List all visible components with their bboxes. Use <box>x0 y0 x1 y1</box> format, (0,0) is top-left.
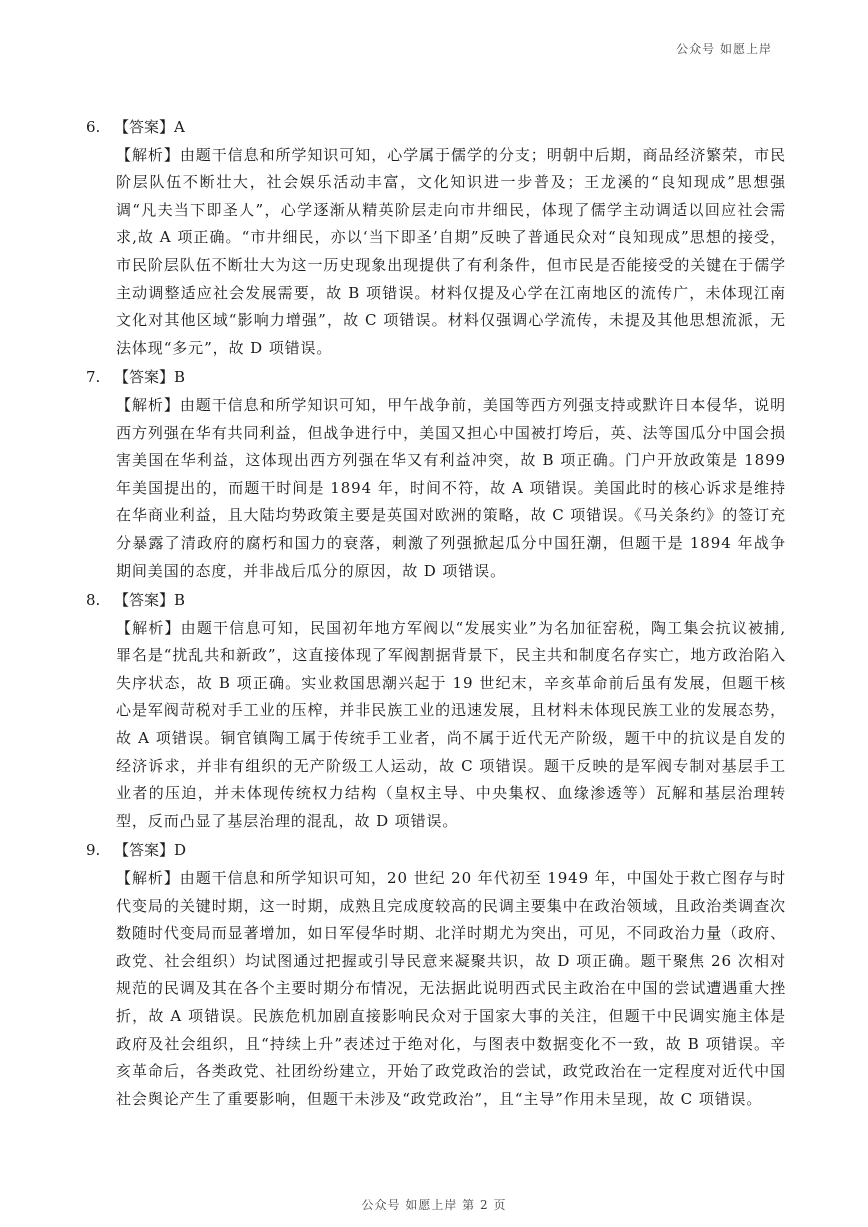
answer-label: 【答案】B <box>114 368 186 387</box>
question-number: 6. <box>86 118 101 136</box>
question-heading <box>86 114 786 142</box>
analysis-text: 【解析】由题干信息可知，民国初年地方军阀以“发展实业”为名加征窑税，陶工集会抗议被捕,罪名是“扰乱共和新政”，这直接体现了军阀割据背景下，民主共和制度名存实亡，地方政治陷入失序状态，故 B 项正确。实业救国思潮兴起于 19 世纪末，辛亥革命前后虽有发展，但题干核心是军阀苛税对手工业的压榨，并非民族工业的迅速发展，且材料未体现民族工业的发展态势，故 A 项错误。铜官镇陶工属于传统手工业者，尚不属于近代无产阶级，题干中的抗议是自发的经济诉求，并非有组织的无产阶级工人运动，故 C 项错误。题干反映的是军阀专制对基层手工业者的压迫，并未体现传统权力结构（皇权主导、中央集权、血缘渗透等）瓦解和基层治理转型，反而凸显了基层治理的混乱，故 D 项错误。 <box>116 618 786 830</box>
question-heading <box>86 587 786 615</box>
question-heading <box>86 837 786 865</box>
question-heading <box>86 364 786 392</box>
question-9 <box>86 837 786 1113</box>
question-number: 8. <box>86 591 101 610</box>
question-number: 9. <box>86 841 101 860</box>
answer-label: 【答案】B <box>114 591 186 610</box>
page-header: 公众号 如愿上岸 <box>676 42 772 56</box>
question-6 <box>86 114 786 362</box>
page-footer: 公众号 如愿上岸 第 2 页 <box>361 1198 507 1212</box>
question-number: 7. <box>86 368 101 387</box>
analysis-text: 【解析】由题干信息和所学知识可知，甲午战争前，美国等西方列强支持或默许日本侵华，说明西方列强在华有共同利益，但战争进行中，美国又担心中国被打垮后，英、法等国瓜分中国会损害美国在华利益，这体现出西方列强在华又有利益冲突，故 B 项正确。门户开放政策是 1899 年美国提出的，而题干时间是 1894 年，时间不符，故 A 项错误。美国此时的核心诉求是维持在华商业利益，且大陆均势政策主要是英国对欧洲的策略，故 C 项错误。《马关条约》的签订充分暴露了清政府的腐朽和国力的衰落，刺激了列强掀起瓜分中国狂潮，但题干是 1894 年战争期间美国的态度，并非战后瓜分的原因，故 D 项错误。 <box>116 395 786 580</box>
analysis-text: 【解析】由题干信息和所学知识可知，20 世纪 20 年代初至 1949 年，中国处于救亡图存与时代变局的关键时期，这一时期，成熟且完成度较高的民调主要集中在政治领域，且政治类调查次数随时代变局而显著增加，如日军侵华时期、北洋时期尤为突出，可见，不同政治力量（政府、政党、社会组织）均试图通过把握或引导民意来凝聚共识，故 D 项正确。题干聚焦 26 次相对规范的民调及其在各个主要时期分布情况，无法据此说明西式民主政治在中国的尝试遭遇重大挫折，故 A 项错误。民族危机加剧直接影响民众对于国家大事的关注，但题干中民调实施主体是政府及社会组织，且“持续上升”表述过于绝对化，与图表中数据变化不一致，故 B 项错误。辛亥革命后，各类政党、社团纷纷建立，开始了政党政治的尝试，政党政治在一定程度对近代中国社会舆论产生了重要影响，但题干未涉及“政党政治”，且“主导”作用未呈现，故 C 项错误。 <box>116 869 786 1108</box>
answer-analysis-list <box>86 114 786 1115</box>
answer-label: 【答案】A <box>114 118 185 136</box>
question-7 <box>86 364 786 585</box>
analysis-text: 【解析】由题干信息和所学知识可知，心学属于儒学的分支；明朝中后期，商品经济繁荣，市民阶层队伍不断壮大，社会娱乐活动丰富，文化知识进一步普及；王龙溪的“良知现成”思想强调“凡夫当下即圣人”，心学逐渐从精英阶层走向市井细民，体现了儒学主动调适以回应社会需求,故 A 项正确。“市井细民，亦以‘当下即圣’自期”反映了普通民众对“良知现成”思想的接受，市民阶层队伍不断壮大为这一历史现象出现提供了有利条件，但市民是否能接受的关键在于儒学主动调整适应社会发展需要，故 B 项错误。材料仅提及心学在江南地区的流传广，未体现江南文化对其他区域“影响力增强”，故 C 项错误。材料仅强调心学流传，未提及其他思想流派，无法体现“多元”，故 D 项错误。 <box>116 145 786 357</box>
question-8 <box>86 587 786 835</box>
answer-label: 【答案】D <box>114 841 187 860</box>
